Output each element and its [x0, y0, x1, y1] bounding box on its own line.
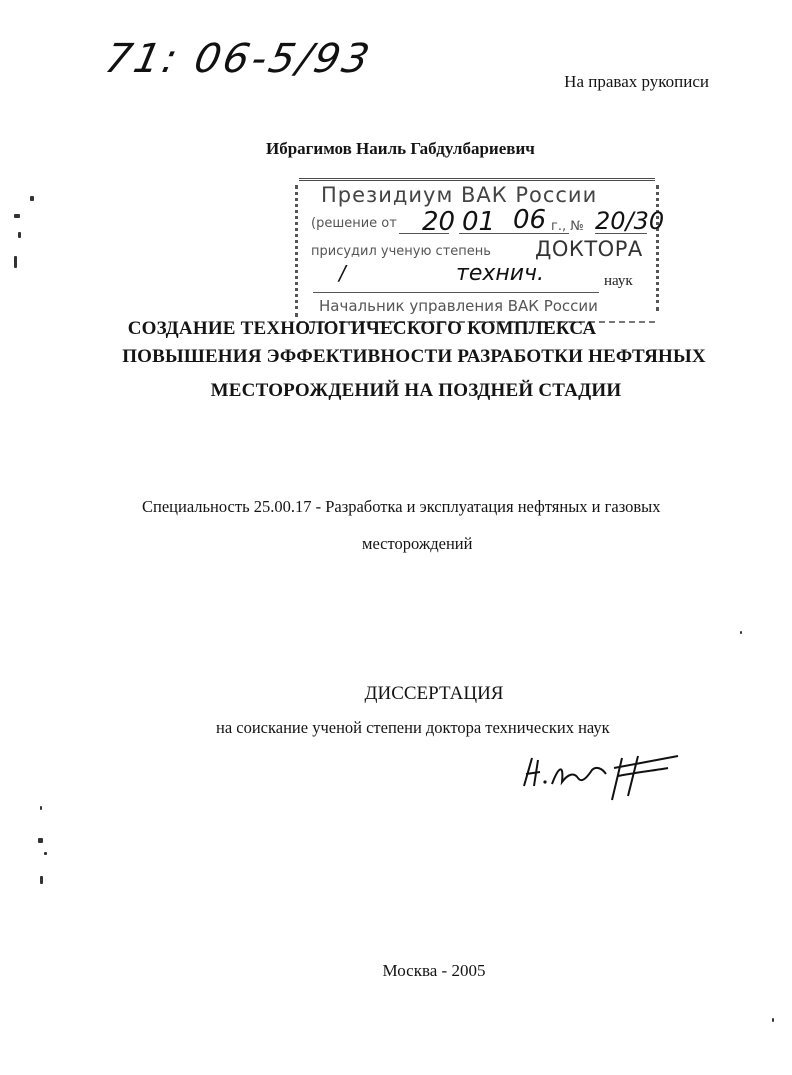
author-signature [518, 748, 688, 808]
stamp-presidium-line: Президиум ВАК России [321, 183, 598, 207]
title-line-3: МЕСТОРОЖДЕНИЙ НА ПОЗДНЕЙ СТАДИИ [210, 380, 622, 401]
stamp-year-suffix: г., № [551, 219, 584, 234]
stamp-decision-number: 20/30 [595, 207, 665, 235]
scan-speck [740, 631, 742, 634]
stamp-degree: ДОКТОРА [535, 237, 643, 261]
specialty-line-continued: месторождений [362, 534, 473, 553]
title-line-2: ПОВЫШЕНИЯ ЭФФЕКТИВНОСТИ РАЗРАБОТКИ НЕФТЯНЫХ [122, 346, 706, 367]
stamp-sciences-word: наук [604, 273, 633, 289]
stamp-date-day: 20 [422, 207, 456, 237]
scan-speck [44, 852, 47, 855]
document-type: ДИССЕРТАЦИЯ [364, 683, 504, 704]
scan-speck [14, 214, 20, 218]
degree-sought: на соискание ученой степени доктора технических наук [216, 718, 610, 737]
scan-speck [14, 256, 17, 268]
manuscript-rights-note: На правах рукописи [564, 72, 709, 91]
vak-approval-stamp [299, 178, 665, 323]
stamp-handwritten-mark: / [339, 261, 346, 285]
stamp-head-of-department: Начальник управления ВАК России [319, 297, 598, 315]
stamp-degree-prefix: присудил ученую степень [311, 244, 491, 259]
specialty-line: Специальность 25.00.17 - Разработка и эксплуатация нефтяных и газовых [142, 497, 661, 516]
scan-speck [30, 196, 34, 201]
author-name: Ибрагимов Наиль Габдулбариевич [266, 139, 535, 158]
scan-speck [40, 806, 42, 810]
scan-speck [18, 232, 21, 238]
stamp-field-handwritten: технич. [456, 261, 545, 286]
scan-speck [40, 876, 43, 884]
stamp-decision-prefix: (решение от [311, 216, 397, 231]
scan-speck [772, 1018, 774, 1022]
stamp-date-year: 06 [513, 205, 547, 235]
title-line-1: СОЗДАНИЕ ТЕХНОЛОГИЧЕСКОГО КОМПЛЕКСА [127, 318, 597, 339]
scan-speck [38, 838, 43, 843]
stamp-date-month: 01 [462, 207, 496, 237]
city-and-year: Москва - 2005 [382, 961, 486, 980]
handwritten-archive-number: 71: 06-5/93 [101, 36, 377, 82]
